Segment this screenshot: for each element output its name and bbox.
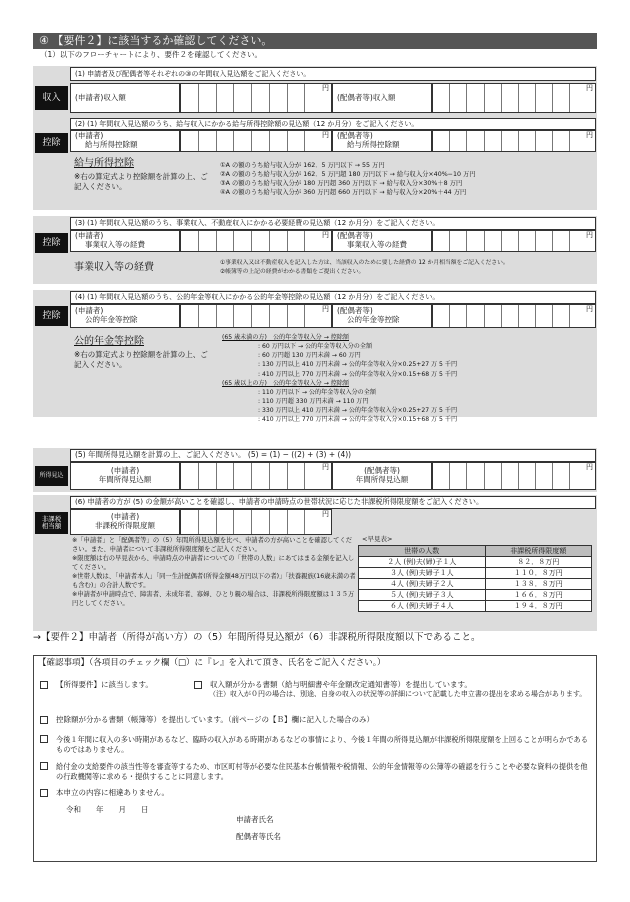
tax-exempt-note: ※「申請者」と「配偶者等」の（5）年間所得見込額を比べ、申請者の方が高いことを確認してください。また、申請者について非課税所得限度額をご記入ください。 — [72, 537, 353, 553]
expense-note: ①事業収入又は不動産収入を記入した方は、当該収入のために要した経費の 12 か月相当額をご記入ください。 — [220, 260, 509, 266]
formula-row: ①A の額のうち給与収入分が 162．5 万円以下 → 55 万円 — [220, 162, 385, 169]
applicant-income-estimate-field[interactable]: 円 — [180, 462, 332, 490]
table-cell: ６人 (例)夫婦子４人 — [359, 601, 486, 612]
confirm-item-1b — [194, 681, 594, 690]
applicant-pension-deduction-label: (申請者) 公的年金等控除 — [70, 304, 180, 328]
applicant-income-label: (申請者)収入額 — [70, 83, 180, 113]
income-estimate-tag: 所得見込 — [35, 466, 68, 486]
applicant-salary-deduction-label: (申請者) 給与所得控除額 — [70, 130, 180, 152]
spouse-pension-deduction-label: (配偶者等) 公的年金等控除 — [332, 304, 432, 328]
confirm-item-2 — [40, 716, 374, 725]
temporary-income-checkbox[interactable] — [40, 735, 48, 743]
spouse-salary-deduction-label: (配偶者等) 給与所得控除額 — [332, 130, 432, 152]
truthfulness-text: 本申立の内容に相違ありません。 — [56, 788, 169, 797]
confirm-item-5 — [40, 789, 169, 798]
salary-deduction-heading: (2) (1) 年間収入見込額のうち、給与収入にかかる給与所得控除額の見込額（12 か月分）をご記入ください。 — [70, 118, 596, 130]
income-tag: 収入 — [35, 86, 68, 110]
spouse-business-expense-field[interactable]: 円 — [432, 230, 596, 252]
applicant-name-field[interactable]: 申請者氏名 — [236, 815, 274, 824]
pension-formula-row: : 60 万円超 130 万円未満 → 60 万円 — [258, 352, 361, 360]
pension-formula-row: : 60 万円以下 → 公的年金等収入分の全額 — [258, 343, 373, 351]
over-65-heading: (65 歳以上の方) 公的年金等収入分 → 控除額 — [222, 379, 350, 387]
table-cell: ５人 (例)夫婦子３人 — [359, 590, 486, 601]
spouse-income-estimate-field[interactable]: 円 — [432, 462, 596, 490]
formula-row: ②A の額のうち給与収入分が 162．5 万円超 180 万円以下 → 給与収入分×40%−10 万円 — [220, 171, 476, 179]
table-cell: １６６．８万円 — [485, 590, 591, 601]
table-cell: ３人 (例)夫婦子１人 — [359, 568, 486, 579]
pension-formulas — [222, 333, 594, 424]
tax-exempt-tag: 非課税 相当額 — [35, 512, 68, 534]
pension-deduction-note-title: 公的年金等控除 — [74, 336, 144, 347]
confirmation-title: 【確認事項】（各項目のチェック欄（□）に『レ』を入れて頂き、氏名をご記入ください。） — [38, 658, 386, 668]
expense-note: ②帳簿等の上記の経費がわかる書類をご提出ください。 — [220, 268, 365, 275]
deduction-document-text: 控除額が分かる書類（帳簿等）を提出しています。（前ページの【Ｂ】欄に記入した場合のみ） — [56, 715, 374, 724]
spouse-income-estimate-label: (配偶者等) 年間所得見込額 — [332, 462, 432, 490]
pension-deduction-tag: 控除 — [35, 306, 68, 326]
under-65-heading: (65 歳未満の方) 公的年金等収入分 → 控除額 — [222, 334, 350, 341]
section-title: ④ 【要件２】に該当するか確認してください。 — [39, 33, 273, 47]
table-cell: １９４．８万円 — [485, 601, 591, 612]
tax-exempt-limit-label: (申請者) 非課税所得限度額 — [70, 509, 180, 535]
consent-checkbox[interactable] — [40, 762, 48, 770]
table-cell: １１０．８万円 — [485, 568, 591, 579]
date-field[interactable]: 令和 年 月 日 — [66, 805, 149, 814]
section-subtitle: （1）以下のフローチャートにより、要件２を確認してください。 — [40, 50, 263, 59]
table-header: 世帯の人数 — [359, 546, 486, 557]
tax-exempt-note: ※限度額は右の早見表から、申請時点の申請者についての「世帯の人数」にあてはまる金額を記入してください。 — [72, 554, 355, 571]
income-requirement-checkbox[interactable] — [40, 681, 48, 689]
salary-deduction-note-title: 給与所得控除 — [74, 158, 134, 169]
applicant-business-expense-label: (申請者) 事業収入等の経費 — [70, 230, 180, 252]
pension-formula-row: : 110 万円超 330 万円未満 → 110 万円 — [258, 397, 369, 405]
deduction-document-checkbox[interactable] — [40, 716, 48, 724]
consent-text: 給付金の支給要件の該当性等を審査等するため、市区町村等が必要な住民基本台帳情報や税情報、公的年金情報等の公簿等の確認を行うことや必要な資料の提供を他の行政機関等に求める・提供することに同意します。 — [56, 762, 588, 782]
business-expense-note-title: 事業収入等の経費 — [74, 262, 154, 273]
spouse-income-field[interactable]: 円 — [432, 83, 596, 113]
spouse-pension-deduction-field[interactable]: 円 — [432, 304, 596, 328]
salary-deduction-note — [74, 158, 214, 192]
zero-income-note: （注）収入が０円の場合は、別途、自身の収入の状況等の詳細について記載した申立書の提出を求める場合があります。 — [209, 690, 587, 698]
income-heading: (1) 申請者及び配偶者等それぞれの③の年間収入見込額をご記入ください。 — [70, 67, 596, 81]
applicant-business-expense-field[interactable]: 円 — [180, 230, 332, 252]
income-document-checkbox[interactable] — [194, 681, 202, 689]
applicant-pension-deduction-field[interactable]: 円 — [180, 304, 332, 328]
table-cell: １３８．８万円 — [485, 579, 591, 590]
business-expense-tag: 控除 — [35, 233, 68, 253]
tax-exempt-heading: (6) 申請者の方が (5) の金額が高いことを確認し、申請者の申請時点の世帯状況に応じた非課税所得限度額をご記入ください。 — [70, 496, 596, 509]
table-header: 非課税所得限度額 — [485, 546, 591, 557]
pension-formula-row: : 110 万円以下 → 公的年金等収入分の全額 — [258, 388, 376, 396]
truthfulness-checkbox[interactable] — [40, 789, 48, 797]
table-cell: ８２．８万円 — [485, 557, 591, 568]
confirm-item-1 — [40, 681, 153, 690]
pension-deduction-heading: (4) (1) 年間収入見込額のうち、公的年金等収入にかかる公的年金等控除の見込額（12 か月分）をご記入ください。 — [70, 291, 596, 304]
income-estimate-heading: (5) 年間所得見込額を計算の上、ご記入ください。 (5) = (1) − ((2) + (3) + (4)) — [70, 449, 596, 462]
spouse-salary-deduction-field[interactable]: 円 — [432, 130, 596, 152]
applicant-income-estimate-label: (申請者) 年間所得見込額 — [70, 462, 180, 490]
business-expense-heading: (3) (1) 年間収入見込額のうち、事業収入、不動産収入にかかる必要経費の見込額（12 か月分）をご記入ください。 — [70, 217, 596, 230]
pension-deduction-note — [74, 336, 214, 370]
quick-reference-table — [358, 545, 592, 612]
tax-exempt-notes — [72, 537, 358, 609]
pension-deduction-note-body: ※右の算定式より控除額を計算の上、ご記入ください。 — [74, 349, 208, 369]
confirm-item-4 — [40, 762, 590, 782]
tax-exempt-note: ※世帯人数は、「申請者本人」「同一生計配偶者(所得金額48万円以下の者)」「扶養親族(16歳未満の者も含む)」の合計人数です。 — [72, 572, 356, 589]
table-cell: ２人 (例)夫(婦)子１人 — [359, 557, 486, 568]
pension-formula-row: : 410 万円以上 770 万円未満 → 公的年金等収入分×0.15+68 万 5 千円 — [258, 370, 458, 378]
requirement-conclusion: →【要件２】申請者（所得が高い方）の（5）年間所得見込額が（6）非課税所得限度額以下であること。 — [33, 632, 481, 643]
applicant-salary-deduction-field[interactable]: 円 — [180, 130, 332, 152]
applicant-income-field[interactable]: 円 — [180, 83, 332, 113]
income-document-text: 収入額が分かる書類（給与明細書や年金額改定通知書等）を提出しています。 — [210, 680, 472, 689]
salary-deduction-formulas — [220, 161, 590, 198]
confirm-item-3 — [40, 735, 590, 755]
salary-deduction-note-body: ※右の算定式より控除額を計算の上、ご記入ください。 — [74, 171, 208, 191]
formula-row: ③A の額のうち給与収入分が 180 万円超 360 万円以下 → 給与収入分×30%＋8 万円 — [220, 180, 463, 188]
pension-formula-row: : 130 万円以上 410 万円未満 → 公的年金等収入分×0.25+27 万 5 千円 — [258, 361, 458, 369]
spouse-name-field[interactable]: 配偶者等氏名 — [236, 832, 281, 841]
section-header — [33, 33, 597, 49]
quick-table-caption: <早見表> — [362, 535, 393, 543]
table-cell: ４人 (例)夫婦子２人 — [359, 579, 486, 590]
salary-deduction-tag: 控除 — [35, 133, 68, 153]
business-expense-notes — [220, 259, 594, 276]
formula-row: ④A の額のうち給与収入分が 360 万円超 660 万円以下 → 給与収入分×20%＋44 万円 — [220, 189, 467, 197]
pension-formula-row: : 410 万円以上 770 万円未満 → 公的年金等収入分×0.15+68 万 5 千円 — [258, 416, 458, 424]
tax-exempt-note: ※申請者が申請時点で、障害者、未成年者、寡婦、ひとり親の場合は、非課税所得限度額は１３５万円としてください。 — [72, 590, 355, 607]
spouse-business-expense-label: (配偶者等) 事業収入等の経費 — [332, 230, 432, 252]
tax-exempt-limit-field[interactable]: 円 — [180, 509, 332, 535]
income-requirement-text: 【所得要件】に該当します。 — [56, 680, 153, 689]
temporary-income-text: 今後１年間に収入の多い時期があるなど、臨時の収入がある時期があるなどの事情により、今後１年間の所得見込額が非課税所得限度額を上回ることが明らかであるものではありません。 — [56, 735, 588, 755]
pension-formula-row: : 330 万円以上 410 万円未満 → 公的年金等収入分×0.25+27 万 5 千円 — [258, 407, 458, 415]
spouse-income-label: (配偶者等)収入額 — [332, 83, 432, 113]
